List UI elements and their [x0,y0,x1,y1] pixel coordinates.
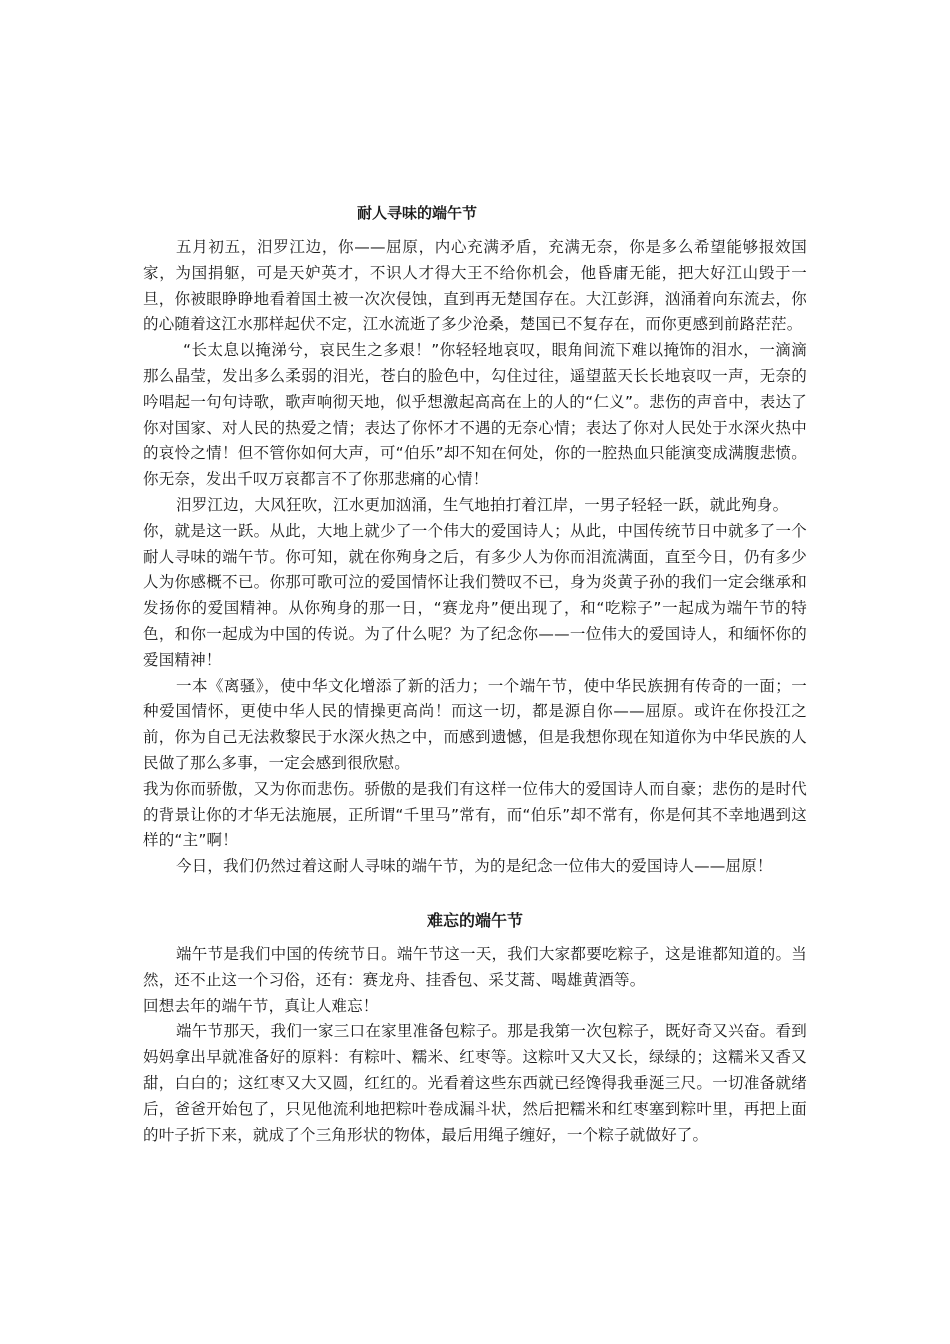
document-page [143,200,807,1148]
essay-1-paragraph-3: 汨罗江边，大风狂吹，江水更加汹涌，生气地拍打着江岸，一男子轻轻一跃，就此殉身。 [176,495,789,514]
essay-2-paragraph-2: 回想去年的端午节，真让人难忘！ [143,996,379,1015]
essay-2-title: 难忘的端午节 [426,910,523,930]
essay-1-title: 耐人寻味的端午节 [357,204,478,222]
essay-1-paragraph-2: “长太息以掩涕兮，哀民生之多艰！”你轻轻地哀叹，眼角间流下难以掩饰的泪水，一滴滴那么晶莹，发出多么柔弱的泪光，苍白的脸色中，勾住过往，遥望蓝天长长地哀叹一声，无奈的吟唱起一句句诗歌，歌声响彻天地，似乎想激起高高在上的人的“仁义”。悲伤的声音中，表达了你对国家、对人民的热爱之情；表达了你怀才不遇的无奈心情；表达了你对人民处于水深火热中的哀怜之情！但不管你如何大声，可“伯乐”却不知在何处，你的一腔热血只能演变成满腹悲愤。你无奈，发出千叹万哀都言不了你那悲痛的心情！ [143,341,807,489]
essay-2-paragraph-3: 端午节那天，我们一家三口在家里准备包粽子。那是我第一次包粽子，既好奇又兴奋。看到妈妈拿出早就准备好的原料：有粽叶、糯米、红枣等。这粽叶又大又长，绿绿的；这糯米又香又甜，白白的；这红枣又大又圆，红红的。光看着这些东西就已经馋得我垂涎三尺。一切准备就绪后，爸爸开始包了，只见他流利地把粽叶卷成漏斗状，然后把糯米和红枣塞到粽叶里，再把上面的叶子折下来，就成了个三角形状的物体，最后用绳子缠好，一个粽子就做好了。 [143,1022,807,1144]
essay-1-paragraph-4: 你，就是这一跃。从此，大地上就少了一个伟大的爱国诗人；从此，中国传统节日中就多了一个耐人寻味的端午节。你可知，就在你殉身之后，有多少人为你而泪流满面，直至今日，仍有多少人为你感概不已。你那可歌可泣的爱国情怀让我们赞叹不已，身为炎黄子孙的我们一定会继承和发扬你的爱国精神。从你殉身的那一日，“赛龙舟”便出现了，和“吃粽子”一起成为端午节的特色，和你一起成为中国的传说。为了什么呢？为了纪念你——一位伟大的爱国诗人，和缅怀你的爱国精神！ [143,521,807,669]
spacer [143,226,807,235]
essay-1-paragraph-5: 一本《离骚》，使中华文化增添了新的活力；一个端午节，使中华民族拥有传奇的一面；一种爱国情怀，更使中华人民的情操更高尚！而这一切，都是源自你——屈原。或许在你投江之前，你为自己无法救黎民于水深火热之中，而感到遗憾，但是我想你现在知道你为中华民族的人民做了那么多事，一定会感到很欣慰。 [143,676,807,772]
essay-1-paragraph-1: 五月初五，汨罗江边，你——屈原，内心充满矛盾，充满无奈，你是多么希望能够报效国家，为国捐躯，可是天妒英才，不识人才得大王不给你机会，他昏庸无能，把大好江山毁于一旦，你被眼睁睁地看着国土被一次次侵蚀，直到再无楚国存在。大江彭湃，汹涌着向东流去，你的心随着这江水那样起伏不定，江水流逝了多少沧桑，楚国已不复存在，而你更感到前路茫茫。 [143,238,807,334]
essay-1-paragraph-6: 我为你而骄傲，又为你而悲伤。骄傲的是我们有这样一位伟大的爱国诗人而自豪；悲伤的是时代的背景让你的才华无法施展，正所谓“千里马”常有，而“伯乐”却不常有，你是何其不幸地遇到这样的“主”啊！ [143,779,807,850]
essay-1-paragraph-7: 今日，我们仍然过着这耐人寻味的端午节，为的是纪念一位伟大的爱国诗人——屈原！ [176,857,773,876]
essay-2-paragraph-1: 端午节是我们中国的传统节日。端午节这一天，我们大家都要吃粽子，这是谁都知道的。当然，还不止这一个习俗，还有：赛龙舟、挂香包、采艾蒿、喝雄黄酒等。 [143,944,807,989]
